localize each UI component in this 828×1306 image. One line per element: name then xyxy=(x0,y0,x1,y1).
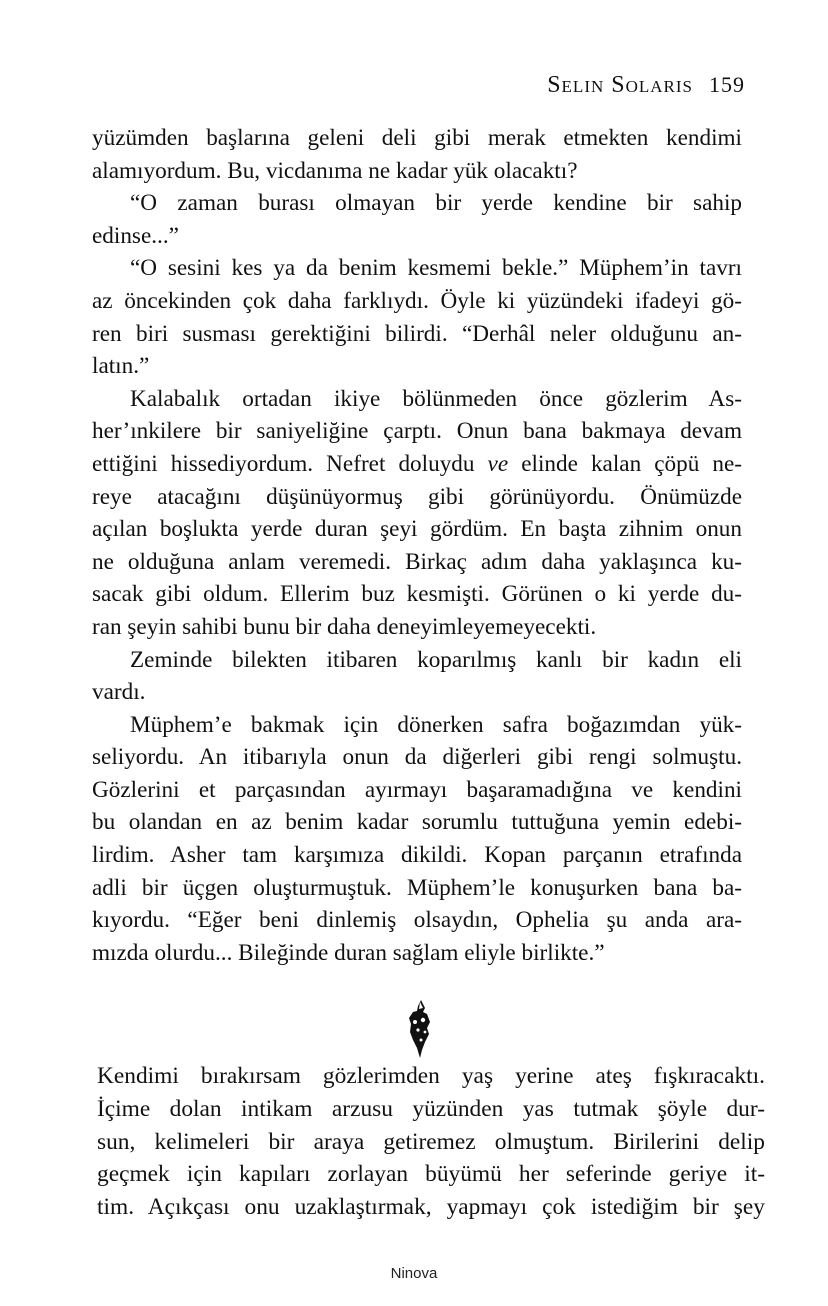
italic-word: ve xyxy=(487,450,509,477)
body-text-section-1 xyxy=(92,122,742,969)
text-line: sun, kelimeleri bir araya getiremez olmuştum. Birilerini delip xyxy=(97,1128,765,1155)
text-line: ne olduğuna anlam veremedi. Birkaç adım daha yaklaşınca ku- xyxy=(92,548,742,575)
text-line: Gözlerini et parçasından ayırmayı başaramadığına ve kendini xyxy=(92,776,742,803)
text-line: İçime dolan intikam arzusu yüzünden yas tutmak şöyle dur- xyxy=(97,1095,765,1122)
text-line: edinse...” xyxy=(92,222,179,249)
text-line: az öncekinden çok daha farklıydı. Öyle ki yüzündeki ifadeyi gö- xyxy=(92,287,742,314)
text-line: Kalabalık ortadan ikiye bölünmeden önce gözlerim As- xyxy=(130,385,742,412)
text-line: vardı. xyxy=(92,679,146,706)
page-number: 159 xyxy=(709,72,745,97)
text-line: Kendimi bırakırsam gözlerimden yaş yerine ateş fışkıracaktı. xyxy=(97,1063,765,1089)
text-line: ren biri susması gerektiğini bilirdi. “Derhâl neler olduğunu an- xyxy=(92,320,742,347)
text-line: her’ınkilere bir saniyeliğine çarptı. Onun bana bakmaya devam xyxy=(92,418,742,445)
publisher-footer: Ninova xyxy=(390,1265,438,1282)
text-line: seliyordu. An itibarıyla onun da diğerleri gibi rengi solmuştu. xyxy=(92,744,742,771)
section-break-ornament-icon xyxy=(405,998,435,1060)
text-line: geçmek için kapıları zorlayan büyümü her seferinde geriye it- xyxy=(97,1161,765,1188)
text-line: “O zaman burası olmayan bir yerde kendine bir sahip xyxy=(130,190,742,217)
body-text-section-2 xyxy=(97,1060,765,1224)
text-line xyxy=(92,448,742,481)
text-line: lirdim. Asher tam karşımıza dikildi. Kopan parçanın etrafında xyxy=(92,842,742,869)
text-line: mızda olurdu... Bileğinde duran sağlam eliyle birlikte.” xyxy=(92,939,605,966)
text-line: açılan boşlukta yerde duran şeyi gördüm. En başta zihnim onun xyxy=(92,516,742,543)
text-line: yüzümden başlarına geleni deli gibi merak etmekten kendimi xyxy=(92,125,742,151)
header-author: Selin Solaris xyxy=(547,72,693,98)
text-line: adli bir üçgen oluşturmuştuk. Müphem’le konuşurken bana ba- xyxy=(92,874,742,901)
running-header xyxy=(0,72,745,99)
text-line: alamıyordum. Bu, vicdanıma ne kadar yük olacaktı? xyxy=(92,157,578,184)
text-line: sacak gibi oldum. Ellerim buz kesmişti. Görünen o ki yerde du- xyxy=(92,581,742,608)
text-line: kıyordu. “Eğer beni dinlemiş olsaydın, Ophelia şu anda ara- xyxy=(92,907,742,934)
text-segment: elinde kalan çöpü ne- xyxy=(508,450,742,477)
text-line: tim. Açıkçası onu uzaklaştırmak, yapmayı çok istediğim bir şey xyxy=(97,1194,765,1221)
text-line: latın.” xyxy=(92,353,150,380)
text-line: Müphem’e bakmak için dönerken safra boğazımdan yük- xyxy=(130,711,742,738)
text-line: ran şeyin sahibi bunu bir daha deneyimleyemeyecekti. xyxy=(92,613,597,640)
text-line: Zeminde bilekten itibaren koparılmış kanlı bir kadın eli xyxy=(130,646,742,673)
text-line: “O sesini kes ya da benim kesmemi bekle.” Müphem’in tavrı xyxy=(130,255,742,282)
text-line: bu olandan en az benim kadar sorumlu tuttuğuna yemin edebi- xyxy=(92,809,742,836)
text-line: reye atacağını düşünüyormuş gibi görünüyordu. Önümüzde xyxy=(92,483,742,510)
text-segment: ettiğini hissediyordum. Nefret doluydu xyxy=(92,450,488,477)
